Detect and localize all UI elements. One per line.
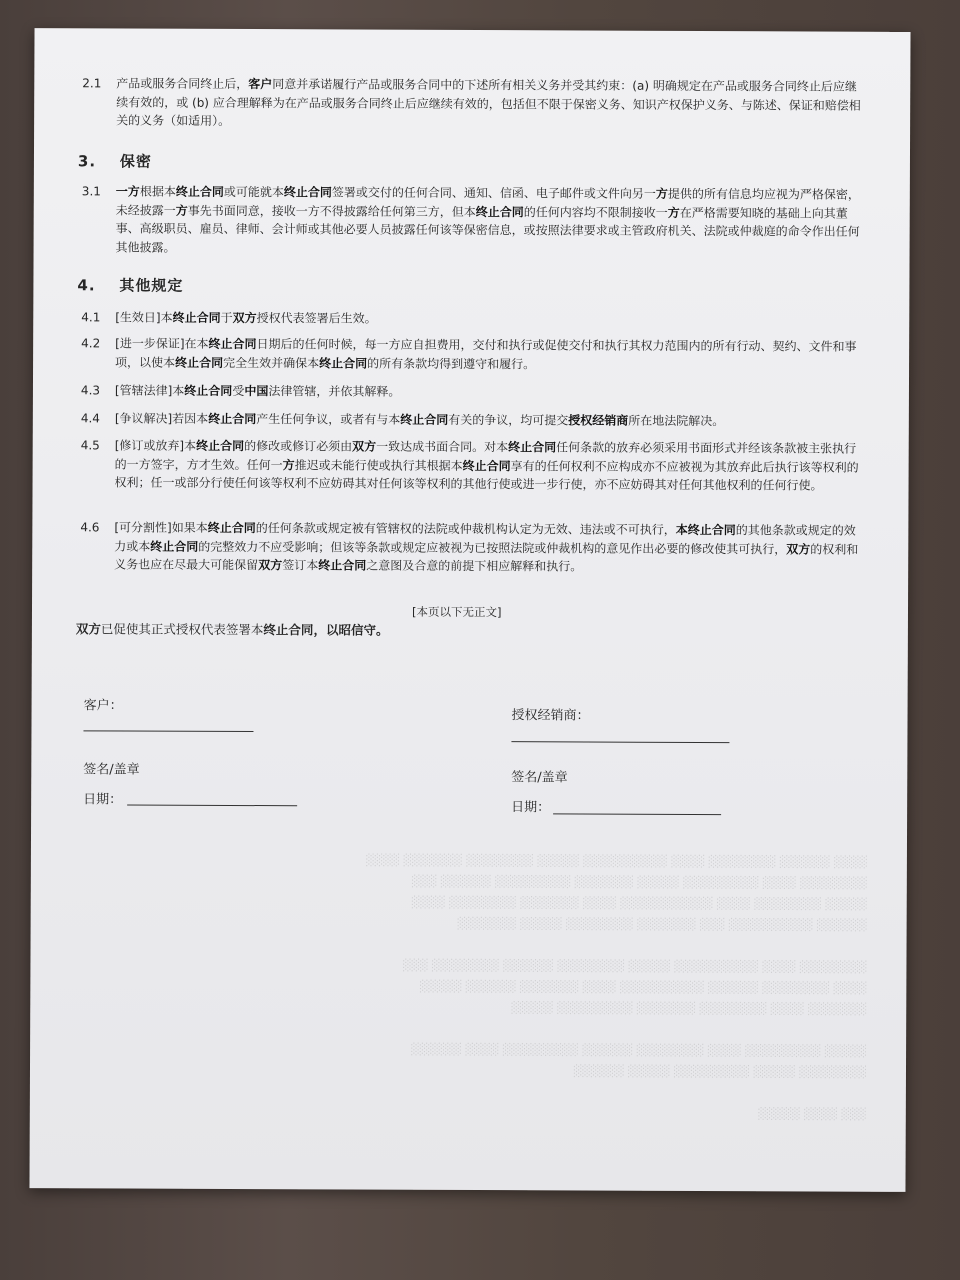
- bleed-through-text: ░░░░ ░░░░░░ ░░░░░░░░ ░░░░ ░░░░░░░░░░ ░░░░░ ░░░░░░░░ ░░░░░░░ ░░░░ ░░░░░░░░ ░░░░ ░░░░░░░░░ ░░░░░ ░░░░░░░ ░░░░░░░░░ ░░░░░░ ░░░ ░░░░░ ░░░░░░░░ ░░░░ ░░░░░░░░░░░ ░░░░ ░░░░░░░ ░░░░░░░░ ░░░░ ░░░░░░ ░░░░░░░░░░ ░░░ ░░░░░░░ ░░░░░░░░ ░░░░░ ░░░░░░░ ░░░░░░░░ ░░░░ ░░░░░░░░░░ ░░░░░ ░░░░░░░░ ░░░░░░ ░░░░░░░░ ░░░ ░░░░ ░░░░░░░░ ░░░░░░ ░░░░░░░░░░ ░░░░ ░░░░░░░ ░░░░░░ ░░░░░ ░░░░░░░ ░░░░ ░░░░░░░░ ░░░░░░░ ░░░░░░░░░ ░░░░░ ░░░░░ ░░░░░░░░░ ░░░░ ░░░░░░░░ ░░░░░░ ░░░░░░░░░ ░░░░ ░░░░░░ ░░░░░░░░ ░░░░░ ░░░░░░░░░ ░░░░░ ░░░░░░ ░░░ ░░░░ ░░░░░: [365, 853, 867, 1121]
- closing-statement: 双方已促使其正式授权代表签署本终止合同，以昭信守。: [75, 621, 389, 638]
- clause-4-5: [81, 436, 861, 495]
- dealer-sign-stamp-label: 签名/盖章: [511, 770, 568, 786]
- document-page: [29, 28, 910, 1192]
- clause-4-6: [80, 518, 860, 577]
- clause-text: [管辖法律]本终止合同受中国法律管辖，并依其解释。: [114, 383, 401, 399]
- clause-2-1: [82, 74, 862, 133]
- clause-4-4: [81, 409, 861, 431]
- clause-number: 3.1: [81, 184, 101, 199]
- no-further-text-note: [本页以下无正文]: [411, 604, 502, 620]
- clause-text: 一方根据本终止合同或可能就本终止合同签署或交付的任何合同、通知、信函、电子邮件或文件向另一方提供的所有信息均应视为严格保密，未经披露一方事先书面同意，接收一方不得披露给任何第三方，但本终止合同的任何内容均不限制接收一方在严格需要知晓的基础上向其董事、高级职员、雇员、律师、会计师或其他必要人员披露任何该等保密信息，或按照法律要求或主管政府机关、法院或仲裁庭的命令作出任何其他披露。: [115, 184, 860, 255]
- clause-text: [可分割性]如果本终止合同的任何条款或规定被有管辖权的法院或仲裁机构认定为无效、违法或不可执行，本终止合同的其他条款或规定的效力或本终止合同的完整效力不应受影响；但该等条款或规定应被视为已按照法院或仲裁机构的意见作出必要的修改使其可执行，双方的权利和义务也应在尽最大可能保留双方签订本终止合同之意图及合意的前提下相应解释和执行。: [114, 520, 859, 574]
- clause-4-1: [81, 308, 861, 330]
- clause-text: [修订或放弃]本终止合同的修改或修订必须由双方一致达成书面合同。对本终止合同任何条款的放弃必须采用书面形式并经该条款被主张执行的一方签字，方才生效。任何一方推迟或未能行使或执行其根据本终止合同享有的任何权利不应构成亦不应被视为其放弃此后执行该等权利的权利；任一或部分行使任何该等权利不应妨碍其对任何该等权利的其他行使或进一步行使，亦不应妨碍其对任何其他权利的任何行使。: [114, 438, 859, 493]
- clause-number: 4.2: [81, 336, 101, 351]
- clause-number: 4.5: [80, 438, 100, 453]
- clause-4-2: [81, 334, 861, 374]
- clause-number: 4.1: [81, 310, 101, 325]
- section-heading-4: 4. 其他规定: [77, 276, 184, 295]
- clause-4-3: [81, 381, 861, 403]
- clause-text: [进一步保证]在本终止合同日期后的任何时候，每一方应自担费用，交付和执行或促使交付和执行其权力范围内的所有行动、契约、文件和事项，以使本终止合同完全生效并确保本终止合同的所有条款均得到遵守和履行。: [115, 336, 857, 371]
- customer-date-label: 日期：: [83, 792, 123, 808]
- customer-date-line[interactable]: [127, 805, 297, 807]
- dealer-label: 授权经销商：: [511, 708, 590, 724]
- clause-number: 4.3: [80, 383, 101, 398]
- clause-3-1: [82, 182, 862, 259]
- clause-number: 2.1: [82, 76, 102, 91]
- section-heading-3: 3. 保密: [77, 152, 153, 171]
- customer-signature-line[interactable]: [83, 730, 253, 732]
- dealer-date-line[interactable]: [553, 813, 721, 815]
- clause-number: 4.4: [80, 411, 100, 426]
- customer-label: 客户：: [83, 698, 123, 714]
- clause-text: [争议解决]若因本终止合同产生任何争议，或者有与本终止合同有关的争议，均可提交授权经销商所在地法院解决。: [114, 411, 725, 429]
- clause-text: [生效日]本终止合同于双方授权代表签署后生效。: [115, 310, 377, 326]
- dealer-date-label: 日期：: [511, 800, 551, 816]
- customer-sign-stamp-label: 签名/盖章: [83, 762, 140, 778]
- clause-number: 4.6: [80, 520, 100, 535]
- clause-text: 产品或服务合同终止后，客户同意并承诺履行产品或服务合同中的下述所有相关义务并受其约束：(a) 明确规定在产品或服务合同终止后应继续有效的，或 (b) 应合理解释为在产品或服务合同终止后应继续有效的，包括但不限于保密义务、知识产权保护义务、与陈述、保证和赔偿相关的义务（如适用）。: [116, 76, 861, 128]
- dealer-signature-line[interactable]: [511, 741, 729, 743]
